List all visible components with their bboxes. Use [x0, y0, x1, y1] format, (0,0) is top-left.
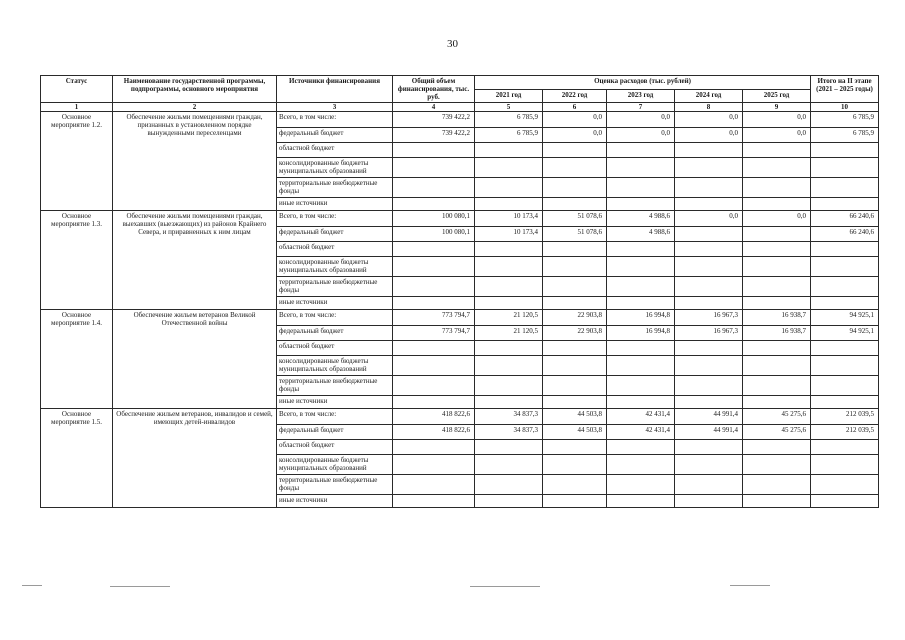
- scan-artifact: [110, 586, 170, 587]
- funding-source: Всего, в том числе:: [277, 112, 393, 128]
- amount-y2023: 42 431,4: [607, 425, 675, 440]
- amount-y2023: [607, 376, 675, 396]
- funding-source: Всего, в том числе:: [277, 310, 393, 326]
- column-number: 3: [277, 103, 393, 112]
- funding-source: консолидированные бюджеты муниципальных образований: [277, 158, 393, 178]
- amount-y2021: [475, 440, 543, 455]
- amount-y2022: [543, 356, 607, 376]
- amount-sum: 66 240,6: [811, 211, 879, 227]
- amount-total: [393, 178, 475, 198]
- amount-y2024: [675, 158, 743, 178]
- scan-artifact: [470, 586, 540, 587]
- funding-source: областной бюджет: [277, 143, 393, 158]
- amount-total: 739 422,2: [393, 128, 475, 143]
- amount-total: [393, 341, 475, 356]
- header-year-2025: 2025 год: [743, 89, 811, 103]
- funding-source: областной бюджет: [277, 242, 393, 257]
- amount-y2023: [607, 356, 675, 376]
- amount-y2025: [743, 178, 811, 198]
- page-number: 30: [447, 38, 458, 50]
- amount-y2022: [543, 257, 607, 277]
- amount-y2021: [475, 277, 543, 297]
- amount-y2025: [743, 455, 811, 475]
- amount-y2021: [475, 257, 543, 277]
- funding-source: консолидированные бюджеты муниципальных образований: [277, 257, 393, 277]
- amount-y2021: [475, 356, 543, 376]
- amount-total: [393, 495, 475, 508]
- amount-y2023: [607, 198, 675, 211]
- amount-y2023: 4 988,6: [607, 211, 675, 227]
- header-year-2022: 2022 год: [543, 89, 607, 103]
- amount-y2021: [475, 475, 543, 495]
- amount-y2023: 0,0: [607, 112, 675, 128]
- funding-source: территориальные внебюджетные фонды: [277, 475, 393, 495]
- amount-y2021: 34 837,3: [475, 425, 543, 440]
- amount-y2023: [607, 178, 675, 198]
- funding-source: консолидированные бюджеты муниципальных образований: [277, 455, 393, 475]
- funding-source: иные источники: [277, 297, 393, 310]
- event-status: Основное мероприятие 1.2.: [41, 112, 113, 211]
- amount-y2025: [743, 257, 811, 277]
- amount-total: [393, 158, 475, 178]
- amount-y2021: [475, 242, 543, 257]
- amount-y2024: [675, 376, 743, 396]
- amount-total: [393, 356, 475, 376]
- amount-y2022: [543, 475, 607, 495]
- amount-y2024: [675, 257, 743, 277]
- amount-y2024: [675, 440, 743, 455]
- amount-y2024: [675, 277, 743, 297]
- table-row: [41, 211, 879, 227]
- amount-y2022: [543, 242, 607, 257]
- amount-y2025: 45 275,6: [743, 409, 811, 425]
- amount-y2024: [675, 143, 743, 158]
- amount-y2024: 0,0: [675, 211, 743, 227]
- amount-y2025: [743, 475, 811, 495]
- amount-y2022: [543, 341, 607, 356]
- amount-y2023: [607, 158, 675, 178]
- amount-sum: [811, 396, 879, 409]
- scan-artifact: [730, 585, 770, 586]
- event-status: Основное мероприятие 1.3.: [41, 211, 113, 310]
- header-status: Статус: [41, 76, 113, 103]
- amount-y2023: [607, 341, 675, 356]
- amount-y2024: 44 991,4: [675, 409, 743, 425]
- amount-y2024: [675, 198, 743, 211]
- amount-y2024: [675, 396, 743, 409]
- amount-y2024: [675, 475, 743, 495]
- funding-source: иные источники: [277, 198, 393, 211]
- amount-y2023: 4 988,6: [607, 227, 675, 242]
- amount-y2024: [675, 455, 743, 475]
- amount-y2021: [475, 178, 543, 198]
- amount-y2021: [475, 341, 543, 356]
- amount-sum: [811, 242, 879, 257]
- amount-y2022: 44 503,8: [543, 409, 607, 425]
- amount-y2021: [475, 158, 543, 178]
- column-number: 8: [675, 103, 743, 112]
- amount-sum: 94 925,1: [811, 310, 879, 326]
- funding-source: Всего, в том числе:: [277, 409, 393, 425]
- amount-y2022: [543, 143, 607, 158]
- amount-y2024: [675, 242, 743, 257]
- column-number: 1: [41, 103, 113, 112]
- amount-y2023: 16 994,8: [607, 326, 675, 341]
- column-number: 5: [475, 103, 543, 112]
- funding-source: иные источники: [277, 396, 393, 409]
- table-row: [41, 310, 879, 326]
- event-name: Обеспечение жильем ветеранов, инвалидов и семей, имеющих детей-инвалидов: [113, 409, 277, 508]
- amount-y2024: 0,0: [675, 112, 743, 128]
- amount-y2024: [675, 297, 743, 310]
- amount-y2025: [743, 396, 811, 409]
- amount-y2024: 16 967,3: [675, 310, 743, 326]
- amount-y2024: 16 967,3: [675, 326, 743, 341]
- amount-y2024: [675, 227, 743, 242]
- amount-total: [393, 455, 475, 475]
- amount-y2023: 16 994,8: [607, 310, 675, 326]
- amount-total: 418 822,6: [393, 425, 475, 440]
- amount-y2023: 0,0: [607, 128, 675, 143]
- amount-y2022: [543, 297, 607, 310]
- amount-y2022: [543, 277, 607, 297]
- amount-total: [393, 277, 475, 297]
- amount-total: 418 822,6: [393, 409, 475, 425]
- column-number-row: [41, 103, 879, 112]
- amount-sum: 6 785,9: [811, 128, 879, 143]
- amount-total: [393, 475, 475, 495]
- funding-source: территориальные внебюджетные фонды: [277, 277, 393, 297]
- amount-sum: [811, 158, 879, 178]
- amount-y2023: [607, 495, 675, 508]
- amount-total: [393, 257, 475, 277]
- funding-source: консолидированные бюджеты муниципальных образований: [277, 356, 393, 376]
- amount-y2025: [743, 495, 811, 508]
- amount-y2022: 51 078,6: [543, 211, 607, 227]
- amount-y2021: [475, 198, 543, 211]
- amount-total: [393, 143, 475, 158]
- amount-sum: [811, 277, 879, 297]
- amount-y2025: 16 938,7: [743, 310, 811, 326]
- financing-table: [40, 75, 879, 508]
- amount-sum: [811, 143, 879, 158]
- amount-total: 100 080,1: [393, 227, 475, 242]
- amount-total: [393, 242, 475, 257]
- amount-y2025: 45 275,6: [743, 425, 811, 440]
- amount-y2022: 22 903,8: [543, 326, 607, 341]
- amount-y2022: [543, 178, 607, 198]
- amount-y2024: 44 991,4: [675, 425, 743, 440]
- amount-y2021: [475, 396, 543, 409]
- amount-y2024: [675, 178, 743, 198]
- header-name: Наименование государственной программы, подпрограммы, основного мероприятия: [113, 76, 277, 103]
- amount-sum: 212 039,5: [811, 409, 879, 425]
- amount-y2021: [475, 495, 543, 508]
- header-year-2023: 2023 год: [607, 89, 675, 103]
- amount-y2025: [743, 341, 811, 356]
- funding-source: федеральный бюджет: [277, 227, 393, 242]
- amount-y2022: 22 903,8: [543, 310, 607, 326]
- amount-sum: 6 785,9: [811, 112, 879, 128]
- amount-y2025: [743, 277, 811, 297]
- event-name: Обеспечение жильем ветеранов Великой Отечественной войны: [113, 310, 277, 409]
- column-number: 2: [113, 103, 277, 112]
- amount-y2025: [743, 227, 811, 242]
- amount-y2022: [543, 396, 607, 409]
- amount-y2023: [607, 257, 675, 277]
- amount-y2023: [607, 297, 675, 310]
- amount-total: [393, 198, 475, 211]
- funding-source: областной бюджет: [277, 341, 393, 356]
- amount-y2021: 6 785,9: [475, 112, 543, 128]
- amount-y2021: 21 120,5: [475, 326, 543, 341]
- table-row: [41, 409, 879, 425]
- amount-y2025: [743, 198, 811, 211]
- event-name: Обеспечение жильми помещениями граждан, выехавших (выезжающих) из районов Крайнего Севера, и приравненных к ним лицам: [113, 211, 277, 310]
- header-estimate: Оценка расходов (тыс. рублей): [475, 76, 811, 90]
- amount-y2025: 0,0: [743, 112, 811, 128]
- amount-y2022: [543, 495, 607, 508]
- amount-total: [393, 396, 475, 409]
- amount-y2025: [743, 376, 811, 396]
- amount-y2021: [475, 455, 543, 475]
- amount-y2025: 0,0: [743, 211, 811, 227]
- amount-y2025: [743, 242, 811, 257]
- amount-y2021: [475, 376, 543, 396]
- amount-y2021: 10 173,4: [475, 211, 543, 227]
- column-number: 7: [607, 103, 675, 112]
- amount-total: [393, 376, 475, 396]
- amount-sum: 212 039,5: [811, 425, 879, 440]
- amount-y2024: 0,0: [675, 128, 743, 143]
- header-total: Общий объем финансирования, тыс. руб.: [393, 76, 475, 103]
- amount-total: 773 794,7: [393, 310, 475, 326]
- amount-sum: [811, 297, 879, 310]
- header-sources: Источники финансирования: [277, 76, 393, 103]
- amount-total: [393, 297, 475, 310]
- amount-total: 773 794,7: [393, 326, 475, 341]
- amount-sum: [811, 376, 879, 396]
- amount-total: 739 422,2: [393, 112, 475, 128]
- column-number: 4: [393, 103, 475, 112]
- amount-y2022: 0,0: [543, 128, 607, 143]
- header-year-2021: 2021 год: [475, 89, 543, 103]
- funding-source: территориальные внебюджетные фонды: [277, 376, 393, 396]
- event-status: Основное мероприятие 1.4.: [41, 310, 113, 409]
- funding-source: Всего, в том числе:: [277, 211, 393, 227]
- event-status: Основное мероприятие 1.5.: [41, 409, 113, 508]
- amount-sum: [811, 356, 879, 376]
- amount-y2021: [475, 143, 543, 158]
- amount-sum: [811, 455, 879, 475]
- amount-sum: [811, 257, 879, 277]
- amount-y2023: [607, 475, 675, 495]
- amount-y2023: [607, 440, 675, 455]
- column-number: 6: [543, 103, 607, 112]
- amount-y2025: [743, 440, 811, 455]
- funding-source: федеральный бюджет: [277, 128, 393, 143]
- amount-total: [393, 440, 475, 455]
- column-number: 9: [743, 103, 811, 112]
- funding-source: иные источники: [277, 495, 393, 508]
- amount-y2023: [607, 455, 675, 475]
- amount-y2022: [543, 198, 607, 211]
- amount-y2023: [607, 277, 675, 297]
- amount-y2023: 42 431,4: [607, 409, 675, 425]
- amount-y2025: 0,0: [743, 128, 811, 143]
- funding-source: областной бюджет: [277, 440, 393, 455]
- amount-y2022: 0,0: [543, 112, 607, 128]
- amount-y2022: [543, 158, 607, 178]
- column-number: 10: [811, 103, 879, 112]
- amount-y2021: 34 837,3: [475, 409, 543, 425]
- amount-sum: 66 240,6: [811, 227, 879, 242]
- amount-sum: [811, 475, 879, 495]
- event-name: Обеспечение жильми помещениями граждан, признанных в установленном порядке вынужденными переселенцами: [113, 112, 277, 211]
- funding-source: федеральный бюджет: [277, 425, 393, 440]
- amount-y2021: 10 173,4: [475, 227, 543, 242]
- header-year-2024: 2024 год: [675, 89, 743, 103]
- amount-y2023: [607, 143, 675, 158]
- amount-y2022: [543, 376, 607, 396]
- amount-sum: [811, 178, 879, 198]
- amount-total: 100 080,1: [393, 211, 475, 227]
- amount-sum: 94 925,1: [811, 326, 879, 341]
- header-stage-total: Итого на II этапе (2021 – 2025 годы): [811, 76, 879, 103]
- amount-y2021: [475, 297, 543, 310]
- amount-y2025: [743, 356, 811, 376]
- scan-artifact: [22, 585, 42, 586]
- amount-y2022: [543, 440, 607, 455]
- amount-y2025: [743, 158, 811, 178]
- amount-y2025: [743, 297, 811, 310]
- amount-sum: [811, 198, 879, 211]
- amount-y2024: [675, 495, 743, 508]
- amount-sum: [811, 495, 879, 508]
- amount-sum: [811, 341, 879, 356]
- amount-y2023: [607, 396, 675, 409]
- amount-y2022: 51 078,6: [543, 227, 607, 242]
- amount-y2022: 44 503,8: [543, 425, 607, 440]
- amount-y2021: 21 120,5: [475, 310, 543, 326]
- amount-sum: [811, 440, 879, 455]
- amount-y2023: [607, 242, 675, 257]
- amount-y2025: [743, 143, 811, 158]
- amount-y2025: 16 938,7: [743, 326, 811, 341]
- amount-y2022: [543, 455, 607, 475]
- table-row: [41, 112, 879, 128]
- amount-y2024: [675, 341, 743, 356]
- funding-source: федеральный бюджет: [277, 326, 393, 341]
- funding-source: территориальные внебюджетные фонды: [277, 178, 393, 198]
- amount-y2021: 6 785,9: [475, 128, 543, 143]
- amount-y2024: [675, 356, 743, 376]
